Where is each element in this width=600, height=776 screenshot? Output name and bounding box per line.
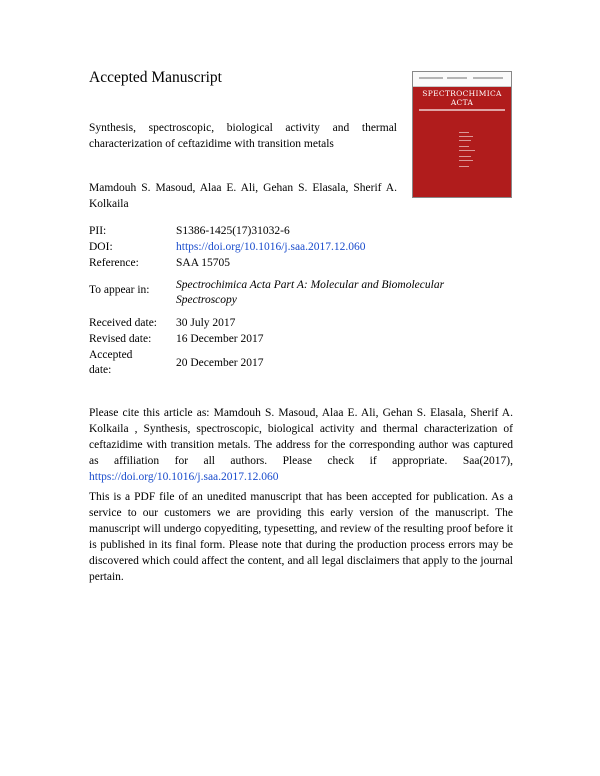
revised-label: Revised date:	[89, 333, 152, 345]
appear-label: To appear in:	[89, 284, 150, 296]
doi-link[interactable]: https://doi.org/10.1016/j.saa.2017.12.060	[176, 241, 366, 253]
meta-row-appear	[89, 279, 519, 306]
article-title: Synthesis, spectroscopic, biological activity and thermal characterization of ceftazidime with transition metals	[89, 122, 397, 150]
meta-row-received	[89, 316, 519, 331]
cover-subtitle-strip	[419, 109, 505, 111]
pii-value: S1386-1425(17)31032-6	[176, 225, 290, 237]
citation-paragraph	[89, 405, 513, 485]
author-list: Mamdouh S. Masoud, Alaa E. Ali, Gehan S. Elasala, Sherif A. Kolkaila	[89, 182, 397, 210]
accepted-manuscript-heading: Accepted Manuscript	[89, 69, 222, 86]
citation-doi-link[interactable]: https://doi.org/10.1016/j.saa.2017.12.060	[89, 471, 279, 483]
appear-value-line2: Spectroscopy	[176, 294, 237, 306]
cover-journal-name-line2: ACTA	[450, 98, 474, 107]
appear-value-line1: Spectrochimica Acta Part A: Molecular and Biomolecular	[176, 279, 445, 291]
accepted-label-line2: date:	[89, 364, 112, 376]
cover-journal-name	[413, 89, 511, 107]
revised-value: 16 December 2017	[176, 333, 264, 345]
doi-label: DOI:	[89, 241, 113, 253]
accepted-label	[89, 348, 174, 378]
cover-journal-name-line1: SPECTROCHIMICA	[422, 89, 502, 98]
journal-cover-image	[412, 71, 512, 198]
accepted-label-line1: Accepted	[89, 349, 133, 361]
appear-value	[176, 278, 444, 308]
cover-header-strip	[413, 72, 511, 87]
meta-row-reference	[89, 256, 519, 271]
meta-row-pii	[89, 224, 519, 239]
meta-row-accepted	[89, 348, 519, 380]
citation-text: Please cite this article as: Mamdouh S. Masoud, Alaa E. Ali, Gehan S. Elasala, Sherif A. Kolkaila , Synthesis, spectroscopic, biological activity and thermal characterization of ceftazidime with transition metals. The address for the corresponding author was captured as affiliation for all authors. Please check if appropriate. Saa(2017),	[89, 407, 513, 467]
pii-label: PII:	[89, 225, 107, 237]
disclaimer-paragraph: This is a PDF file of an unedited manuscript that has been accepted for publication. As a service to our customers we are providing this early version of the manuscript. The manuscript will undergo copyediting, typesetting, and review of the resulting proof before it is published in its final form. Please note that during the production process errors may be discovered which could affect the content, and all legal disclaimers that apply to the journal pertain.	[89, 491, 513, 583]
received-value: 30 July 2017	[176, 317, 236, 329]
accepted-value: 20 December 2017	[176, 357, 264, 369]
received-label: Received date:	[89, 317, 158, 329]
meta-row-revised	[89, 332, 519, 347]
reference-label: Reference:	[89, 257, 139, 269]
reference-value: SAA 15705	[176, 257, 230, 269]
meta-row-doi	[89, 240, 519, 255]
